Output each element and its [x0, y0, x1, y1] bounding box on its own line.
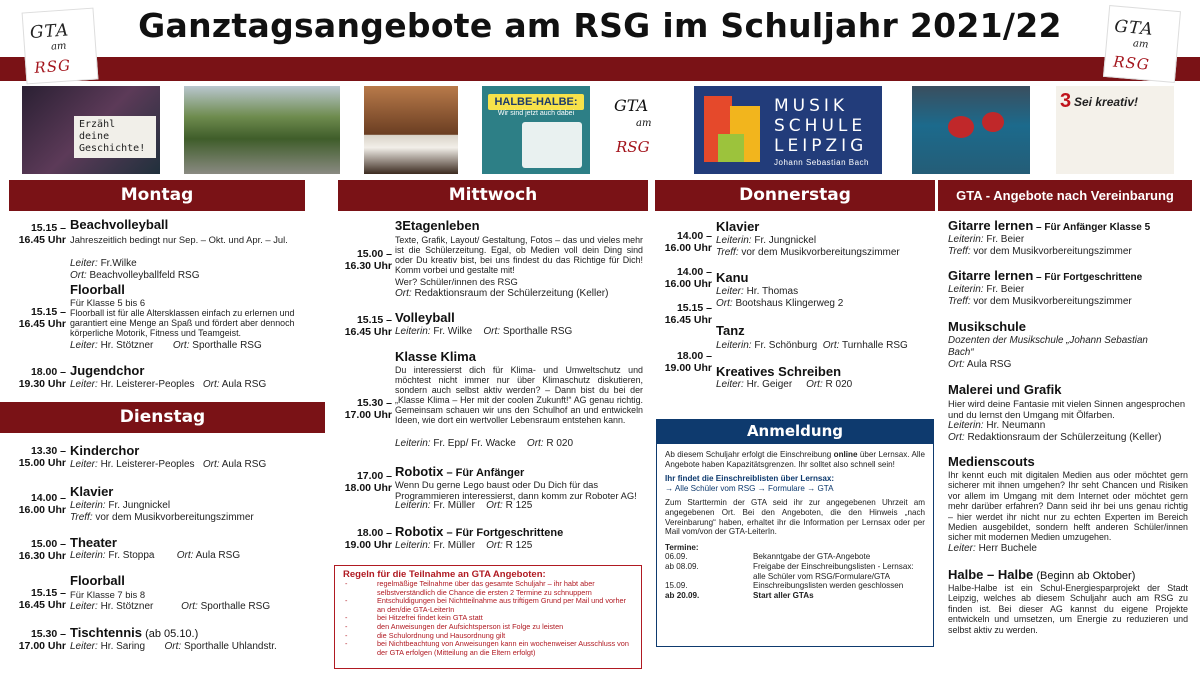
time-range: 15.30 – 17.00 Uhr [18, 628, 66, 652]
termine-table [665, 552, 925, 600]
offer-description: Dozenten der Musikschule „Johann Sebastian Bach“ [948, 335, 1148, 358]
offer-title: Malerei und Grafik [948, 382, 1062, 397]
time-range: 13.30 – 15.00 Uhr [18, 445, 66, 469]
piano-photo [364, 86, 458, 174]
offer-title: Klavier [716, 219, 760, 234]
offer-meta: Leiterin: Fr. Wilke Ort: Sporthalle RSG [395, 326, 573, 337]
rule-item: - regelmäßige Teilnahme über das gesamte Schuljahr – ihr habt aber selbstverständlich die Chance die ersten 2 Termine zu schnuppern [343, 580, 633, 597]
offer-title: Jugendchor [70, 363, 145, 378]
offer-title: Musikschule [948, 319, 1027, 334]
offer-description: Wenn Du gerne Lego baust oder Du Dich für das Programmieren interessierst, dann komm zur Roboter AG! [395, 479, 637, 501]
logo-text: GTA [29, 20, 70, 44]
anmeldung-box [656, 443, 934, 647]
montag-header: Montag [9, 180, 305, 211]
offer-location: Ort: Aula RSG [948, 359, 1012, 370]
logo-text: GTA [1113, 16, 1155, 40]
offer-meta: Leiter: Fr.Wilke [70, 258, 137, 269]
offer-meta: Leiterin: Fr. Müller Ort: R 125 [395, 500, 533, 511]
page-title: Ganztagsangebote am RSG im Schuljahr 2021/22 [138, 6, 1062, 45]
offer-title: Kanu [716, 270, 749, 285]
logo-text: GTA [614, 96, 649, 115]
time-range: 15.00 – 16.30 Uhr [344, 248, 392, 272]
offer-meta: Leiter: Hr. Stötzner Ort: Sporthalle RSG [70, 340, 262, 351]
offer-location: Treff: vor dem Musikvorbereitungszimmer [948, 246, 1132, 257]
offer-title: Klavier [70, 484, 114, 499]
logo-text: RSG [33, 56, 72, 77]
offer-title: Kreatives Schreiben [716, 364, 842, 379]
offer-title: Gitarre lernen – Für Anfänger Klasse 5 [948, 218, 1151, 233]
rule-item: - die Schulordnung und Hausordnung gilt [343, 632, 633, 641]
offer-description: Halbe-Halbe ist ein Schul-Energiesparprojekt der Stadt Leipzig, welches ab diesem Schuljahr auch am RSG zu finden ist. Bei dieser AG kannst du eigene Projekte entwickeln und umsetzen, um Energie zu reduzieren und selbst aktiv zu werden. [948, 583, 1188, 635]
poster-card [522, 122, 582, 168]
rules-box [334, 565, 642, 669]
donnerstag-header: Donnerstag [655, 180, 935, 211]
offer-meta: Leiter: Hr. Saring Ort: Sporthalle Uhlandstr. [70, 641, 277, 652]
storytelling-photo [22, 86, 160, 174]
time-range: 17.00 – 18.00 Uhr [344, 470, 392, 494]
musikschule-text: SCHULE [774, 116, 867, 136]
lists-heading: Ihr findet die Einschreiblisten über Lernsax: [665, 474, 835, 484]
offer-title: Floorball [70, 573, 125, 588]
logo-text: am [50, 40, 67, 53]
logo-text: RSG [1112, 52, 1151, 74]
musikschule-text: MUSIK [774, 96, 849, 116]
time-range: 18.00 – 19.00 Uhr [344, 527, 392, 551]
offer-meta: Leiterin: Fr. Jungnickel [716, 235, 817, 246]
offer-title: Medienscouts [948, 454, 1035, 469]
time-range: 18.00 – 19.00 Uhr [664, 350, 712, 374]
kreativ-number: 3 [1060, 90, 1072, 112]
gta-logo-left [22, 8, 99, 85]
offer-title: Kinderchor [70, 443, 140, 458]
offer-meta: Leiterin: Fr. Schönburg Ort: Turnhalle RSG [716, 340, 908, 351]
offer-title: Klasse Klima [395, 349, 476, 364]
offer-description: Floorball ist für alle Altersklassen einfach zu erlernen und garantiert eine Menge an Spaß und fördert aber dennoch körperliche Motorik, Fitness und Teamgeist. [70, 308, 295, 338]
gta-logo-center [606, 86, 684, 174]
offer-title: Tanz [716, 323, 745, 338]
table-tennis-photo [912, 86, 1030, 174]
offer-title: Gitarre lernen – Für Fortgeschrittene [948, 268, 1143, 283]
offer-location: Treff: vor dem Musikvorbereitungszimmer [716, 247, 900, 258]
table-row: ab 20.09. Start aller GTAs [665, 590, 814, 600]
offer-description: Für Klasse 5 bis 6 [70, 297, 146, 308]
offer-title: Volleyball [395, 310, 455, 325]
time-range: 14.00 – 16.00 Uhr [18, 492, 66, 516]
offer-location: Ort: Redaktionsraum der Schülerzeitung (Keller) [395, 288, 609, 299]
offer-title: Tischtennis (ab 05.10.) [70, 625, 199, 640]
halbe-halbe-poster [482, 86, 590, 174]
offer-meta: Leiterin: Fr. Jungnickel [70, 500, 171, 511]
offer-meta: Leiterin: Fr. Stoppa Ort: Aula RSG [70, 550, 241, 561]
anmeldung-header: Anmeldung [656, 419, 934, 443]
offer-meta: Leiterin: Fr. Epp/ Fr. Wacke Ort: R 020 [395, 438, 574, 449]
time-range: 15.15 – 16.45 Uhr [18, 222, 66, 246]
table-row: 15.09. Einschreibungslisten werden geschlossen [665, 581, 904, 591]
table-row: 06.09. Bekanntgabe der GTA-Angebote [665, 552, 871, 562]
offer-description: Du interessierst dich für Klima- und Umweltschutz und möchtest nicht immer nur über Klimaschutz diskutieren, sondern auch selbst aktiv werden? – Dann bist du bei der „Klasse Klima – Her mit der coolen Zukunft!“ AG genau richtig. Gemeinsam schauen wir uns den Schulhof an und entwickeln Ideen, wie dort ein wertvoller Lebensraum entstehen kann. [395, 365, 643, 425]
termine-label: Termine: [665, 542, 699, 552]
kreativ-text: Sei kreativ! [1074, 95, 1139, 109]
storytelling-text: Erzähl deine Geschichte! [74, 116, 156, 158]
table-row: ab 08.09. Freigabe der Einschreibungslisten - Lernsax: alle Schüler vom RSG/Formulare/GTA [665, 561, 914, 581]
offer-title: Beachvolleyball [70, 217, 169, 232]
anmeldung-info: Zum Starttermin der GTA seid ihr zur angegebenen Uhrzeit am angegebenen Ort. Bei den Angeboten, die den Hinweis „nach Vereinbarung“ haben, erhaltet ihr die Information per Lernsax oder per Mail vom/von der GTA-LeiterIn. [665, 498, 925, 537]
dienstag-header: Dienstag [0, 402, 325, 433]
offer-location: Treff: vor dem Musikvorbereitungszimmer [70, 512, 254, 523]
offer-meta: Leiterin: Fr. Müller Ort: R 125 [395, 540, 533, 551]
offer-title: Robotix – Für Fortgeschrittene [395, 524, 564, 539]
offer-description: Wer? Schüler/innen des RSG [395, 276, 518, 287]
schoolyard-photo [184, 86, 340, 174]
musikschule-subtitle: Johann Sebastian Bach [774, 158, 870, 167]
offer-location: Ort: Bootshaus Klingerweg 2 [716, 298, 844, 309]
time-range: 15.15 – 16.45 Uhr [18, 587, 66, 611]
offer-location: Ort: Redaktionsraum der Schülerzeitung (Keller) [948, 432, 1162, 443]
time-range: 18.00 – 19.30 Uhr [18, 366, 66, 390]
header-band [0, 57, 1200, 81]
offer-meta: Leiterin: Fr. Beier [948, 284, 1025, 295]
time-range: 14.00 – 16.00 Uhr [664, 266, 712, 290]
offer-meta: Leiter: Hr. Geiger Ort: R 020 [716, 379, 853, 390]
offer-meta: Leiter: Hr. Leisterer-Peoples Ort: Aula RSG [70, 379, 267, 390]
offer-meta: Leiter: Herr Buchele [948, 543, 1037, 554]
rule-item: - bei Nichtbeachtung von Anweisungen kann ein wochenweiser Ausschluss von der GTA erfolgen (Mitteilung an die Eltern erfolgt) [343, 640, 633, 657]
time-range: 15.15 – 16.45 Uhr [18, 306, 66, 330]
musikschule-logo [694, 86, 882, 174]
time-range: 14.00 – 16.00 Uhr [664, 230, 712, 254]
offer-description: Für Klasse 7 bis 8 [70, 589, 146, 600]
offer-title: 3Etagenleben [395, 218, 480, 233]
offer-description: Jahreszeitlich bedingt nur Sep. – Okt. und Apr. – Jul. [70, 234, 288, 245]
offer-meta: Leiterin: Hr. Neumann [948, 420, 1046, 431]
offer-description: Texte, Grafik, Layout/ Gestaltung, Fotos – das und vieles mehr ist die Schülerzeitung. Egal, ob Medien voll dein Ding sind oder Du kreativ bist, bei uns findest du das Richtige für Dich! Komm vorbei und gestalte mit! [395, 235, 643, 275]
offer-description: Ihr kennt euch mit digitalen Medien aus oder möchtet gern sicherer mit ihnen umgehen? Ihr seht Chancen und Risiken vor allem im Umgang mit dem Internet oder möchtet gern mehr darüber erfahren? Dann seid ihr bei uns genau richtig – hier werdet ihr nicht nur zu echten Experten im Bereich Medien ausgebildet, sondern helft anderen Schüler/innen sicher mit modernen Medien umzugehen. [948, 470, 1188, 543]
offer-meta: Leiterin: Fr. Beier [948, 234, 1025, 245]
time-range: 15.30 – 17.00 Uhr [344, 397, 392, 421]
anmeldung-intro: Ab diesem Schuljahr erfolgt die Einschreibung online über Lernsax. Alle Angebote haben Kapazitätsgrenzen. Ihr solltet also schnell sein! [665, 450, 925, 469]
halbe-halbe-title: HALBE-HALBE: [488, 94, 584, 110]
offer-description: Hier wird deine Fantasie mit vielen Sinnen angesprochen und du lernst den Umgang mit Ölfarben. [948, 398, 1186, 420]
kreativ-poster [1056, 86, 1174, 174]
logo-text: RSG [616, 138, 650, 156]
musikschule-emblem [704, 96, 760, 162]
offer-title: Halbe – Halbe (Beginn ab Oktober) [948, 567, 1136, 582]
offer-meta: Leiter: Hr. Stötzner Ort: Sporthalle RSG [70, 601, 271, 612]
logo-text: am [1132, 38, 1149, 51]
offer-meta: Leiter: Hr. Thomas [716, 286, 799, 297]
offer-title: Floorball [70, 282, 125, 297]
vereinbarung-header: GTA - Angebote nach Vereinbarung [938, 180, 1192, 211]
offer-location: Ort: Beachvolleyballfeld RSG [70, 270, 200, 281]
musikschule-text: LEIPZIG [774, 136, 868, 156]
mittwoch-header: Mittwoch [338, 180, 648, 211]
offer-meta: Leiter: Hr. Leisterer-Peoples Ort: Aula RSG [70, 459, 267, 470]
offer-location: Treff: vor dem Musikvorbereitungszimmer [948, 296, 1132, 307]
offer-title: Robotix – Für Anfänger [395, 464, 525, 479]
rules-heading: Regeln für die Teilnahme an GTA Angeboten: [343, 569, 546, 580]
logo-text: am [636, 118, 652, 129]
rule-item: - bei Hitzefrei findet kein GTA statt [343, 614, 633, 623]
lists-path-link[interactable]: → Alle Schüler vom RSG → Formulare → GTA [665, 483, 834, 493]
time-range: 15.15 – 16.45 Uhr [344, 314, 392, 338]
time-range: 15.15 – 16.45 Uhr [664, 302, 712, 326]
halbe-halbe-subtitle: Wir sind jetzt auch dabei [497, 110, 575, 117]
time-range: 15.00 – 16.30 Uhr [18, 538, 66, 562]
rule-item: - Entschuldigungen bei Nichtteilnahme aus triftigem Grund per Mail und vorher an den/die GTA-LeiterIn [343, 597, 633, 614]
rule-item: - den Anweisungen der Aufsichtsperson ist Folge zu leisten [343, 623, 633, 632]
gta-logo-right [1103, 5, 1181, 83]
offer-title: Theater [70, 535, 117, 550]
